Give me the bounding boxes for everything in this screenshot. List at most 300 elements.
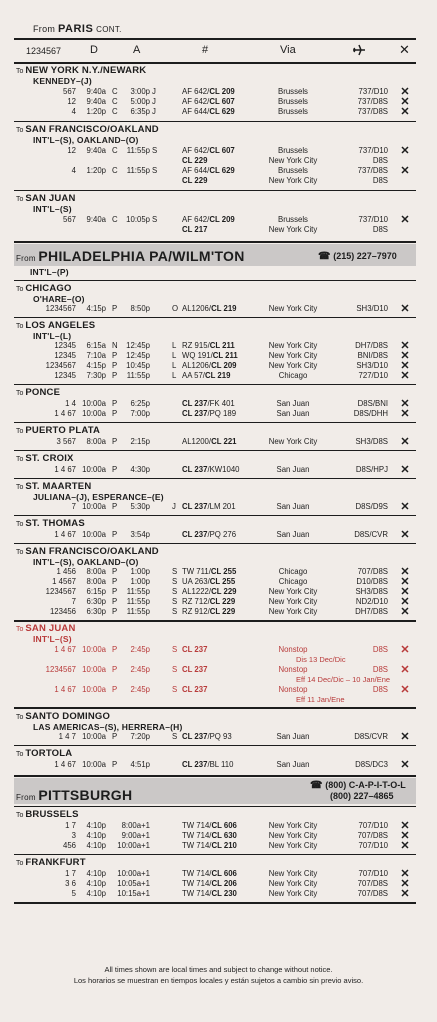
departure-time: 10:00a	[82, 409, 106, 418]
x-icon: ✕	[400, 214, 410, 226]
operating-days: 1 7	[65, 821, 76, 830]
continental-flight: CL 629	[209, 166, 235, 175]
continental-flight: CL 209	[211, 361, 237, 370]
flight-row	[10, 879, 430, 889]
x-icon: ✕	[400, 464, 410, 476]
x-icon: ✕	[400, 145, 410, 157]
equipment: 707/D10	[358, 841, 388, 850]
routing: San Juan	[276, 399, 310, 408]
to-label: To	[16, 286, 26, 293]
flight-number: RZ 912/CL 229	[182, 607, 236, 616]
arrival-time: 12:45p	[126, 351, 150, 360]
to-label: To	[16, 549, 26, 556]
continental-flight: CL 237	[182, 732, 208, 741]
operating-days: 12	[67, 97, 76, 106]
airport-codes: O'HARE–(O)	[33, 294, 85, 304]
to-label: To	[16, 626, 26, 633]
flight-number: AF 642/CL 607	[182, 146, 235, 155]
flight-row	[10, 530, 430, 540]
equipment: D8S	[372, 176, 388, 185]
routing: New York City	[268, 821, 318, 830]
destination-heading	[16, 66, 416, 76]
departure-airport: P	[112, 577, 118, 586]
arrival-time: 2:45p	[130, 665, 150, 674]
destination-heading	[16, 125, 416, 135]
equipment: D8S/D9S	[355, 502, 388, 511]
operating-days: 4	[71, 107, 76, 116]
flight-row	[10, 166, 430, 176]
to-label: To	[16, 428, 26, 435]
equipment: 707/D8S	[357, 889, 388, 898]
arrival-time: 4:51p	[130, 760, 150, 769]
departure-airport: P	[112, 371, 118, 380]
departure-airport: C	[112, 97, 118, 106]
divider	[14, 280, 416, 281]
departure-airport: N	[112, 341, 118, 350]
continental-flight: CL 237	[182, 645, 208, 654]
continental-flight: CL 209	[209, 215, 235, 224]
equipment: D8S	[372, 685, 388, 694]
flight-number: RZ 915/CL 211	[182, 341, 235, 350]
routing: New York City	[268, 437, 318, 446]
operating-days: 1234567	[45, 665, 76, 674]
airport-code: S	[172, 665, 178, 674]
routing: Nonstop	[278, 685, 308, 694]
airplane-icon	[352, 44, 366, 59]
continental-flight: CL 229	[211, 587, 237, 596]
operating-days: 1 4 7	[58, 732, 76, 741]
departure-airport: P	[112, 399, 118, 408]
continental-flight: CL 210	[211, 841, 237, 850]
airport-codes: INT'L–(S), OAKLAND–(O)	[33, 135, 139, 145]
destination-heading	[16, 284, 416, 294]
x-icon: ✕	[400, 868, 410, 880]
arrival-time: 6:35p	[130, 107, 150, 116]
x-icon: ✕	[400, 820, 410, 832]
destination-name: BRUSSELS	[25, 809, 79, 820]
routing: San Juan	[276, 732, 310, 741]
departure-airport: C	[112, 146, 118, 155]
equipment: 707/D8S	[357, 879, 388, 888]
effective-dates-note: Eff 14 Dec/Dic – 10 Jan/Ene	[296, 675, 391, 684]
departure-time: 10:00a	[82, 732, 106, 741]
routing: Chicago	[278, 567, 308, 576]
origin-city: PITTSBURGH	[38, 787, 133, 803]
destination-heading	[16, 712, 416, 722]
departure-time: 4:15p	[86, 361, 106, 370]
phone-number-alt: (800) 227–4865	[330, 791, 394, 801]
continental-flight: CL 255	[209, 577, 236, 586]
telephone-icon: ☎	[318, 251, 334, 262]
destination-name: ST. THOMAS	[25, 518, 85, 529]
routing: Brussels	[278, 215, 308, 224]
departure-airport: P	[112, 760, 118, 769]
departure-airport: P	[112, 465, 118, 474]
continental-flight: CL 607	[209, 97, 235, 106]
flight-number	[182, 530, 236, 540]
x-icon: ✕	[400, 303, 410, 315]
airport-code: S	[172, 685, 178, 694]
flight-row	[10, 87, 430, 97]
destination-name: SAN JUAN	[25, 623, 76, 634]
arrival-airport: J	[152, 97, 156, 106]
flight-number: AF 644/CL 629	[182, 166, 235, 175]
via-column-header: Via	[280, 44, 296, 56]
routing: New York City	[268, 869, 318, 878]
equipment: 707/D10	[358, 869, 388, 878]
equipment: 707/D10	[358, 821, 388, 830]
flight-row	[10, 437, 430, 447]
x-icon: ✕	[400, 684, 410, 696]
arrival-time: 8:50p	[130, 304, 150, 313]
arrival-time: 8:00a+1	[121, 821, 150, 830]
departure-time: 10:00a	[82, 665, 106, 674]
flight-number: AF 644/CL 629	[182, 107, 235, 116]
operating-days: 3 567	[56, 437, 76, 446]
destination-heading	[16, 482, 416, 492]
airport-code: S	[172, 732, 178, 741]
equipment: 737/D10	[358, 146, 388, 155]
operating-days: 1 4 67	[54, 685, 76, 694]
airport-code: L	[172, 341, 177, 350]
departure-time: 10:00a	[82, 760, 106, 769]
continental-flight: CL 211	[212, 351, 238, 360]
x-icon: ✕	[400, 888, 410, 900]
footer-english: All times shown are local times and subject to change without notice.	[104, 965, 333, 974]
routing: Nonstop	[278, 645, 308, 654]
arrival-airport: S	[152, 215, 158, 224]
to-label: To	[16, 323, 26, 330]
arrival-time: 3:54p	[130, 530, 150, 539]
divider	[14, 745, 416, 746]
flight-number	[182, 665, 207, 675]
to-label: To	[16, 521, 26, 528]
continental-flight: CL 206	[211, 879, 237, 888]
airport-code: L	[172, 371, 177, 380]
airport-codes: INT'L–(L)	[33, 331, 72, 341]
equipment: SH3/D10	[356, 304, 388, 313]
flight-row	[10, 645, 430, 655]
continental-flight: CL 229	[209, 607, 236, 616]
routing: New York City	[268, 607, 318, 616]
departure-time: 4:15p	[86, 304, 106, 313]
equipment: 737/D8S	[357, 107, 388, 116]
destination-name: SAN FRANCISCO/OAKLAND	[25, 546, 159, 557]
routing: Chicago	[278, 577, 308, 586]
airport-codes: JULIANA–(J), ESPERANCE–(E)	[33, 492, 164, 502]
x-icon: ✕	[400, 606, 410, 618]
arrival-time: 7:00p	[130, 409, 150, 418]
destination-name: SAN FRANCISCO/OAKLAND	[25, 124, 159, 135]
equipment: 707/D8S	[357, 567, 388, 576]
equipment: ND2/D10	[355, 597, 388, 606]
routing: Brussels	[278, 146, 308, 155]
flight-column-header: #	[202, 44, 209, 56]
equipment: D8S	[372, 645, 388, 654]
flight-row	[10, 215, 430, 225]
airport-code: O	[172, 304, 179, 313]
flight-row	[10, 597, 430, 607]
from-label: From	[16, 793, 39, 802]
flight-number: TW 714/CL 606	[182, 869, 237, 878]
routing: New York City	[268, 587, 318, 596]
destination-heading	[16, 321, 416, 331]
continental-flight: CL 255	[210, 567, 237, 576]
to-label: To	[16, 714, 26, 721]
destination-name: ST. MAARTEN	[25, 481, 92, 492]
divider	[14, 384, 416, 385]
equipment: D10/D8S	[356, 577, 388, 586]
departure-airport: C	[112, 215, 118, 224]
x-icon: ✕	[400, 408, 410, 420]
equipment: 727/D10	[358, 371, 388, 380]
from-paris-label: From PARIS CONT.	[33, 23, 122, 35]
divider	[14, 902, 416, 904]
routing: New York City	[268, 304, 318, 313]
destination-heading	[16, 388, 416, 398]
routing: New York City	[268, 879, 318, 888]
flight-row	[10, 502, 430, 512]
x-icon: ✕	[400, 165, 410, 177]
continental-flight: CL 237	[182, 685, 208, 694]
continental-flight: CL 606	[211, 869, 237, 878]
airport-code: S	[172, 607, 178, 616]
continental-flight: CL 229	[182, 176, 208, 185]
masthead	[10, 0, 430, 40]
days-column-header: 1234567	[26, 46, 62, 56]
destination-heading	[16, 858, 416, 868]
arrival-time: 10:45p	[126, 361, 150, 370]
destination-heading	[16, 810, 416, 820]
equipment: SH3/D8S	[355, 587, 388, 596]
arrival-time: 1:00p	[130, 567, 150, 576]
flight-number	[182, 645, 207, 655]
equipment: D8S/CVR	[354, 530, 388, 539]
operating-days: 7	[71, 597, 76, 606]
continental-flight: CL 237	[182, 530, 208, 539]
destination-name: TORTOLA	[25, 748, 73, 759]
x-icon: ✕	[400, 566, 410, 578]
x-icon: ✕	[400, 644, 410, 656]
depart-column-header: D	[90, 44, 98, 56]
arrival-airport: J	[152, 87, 156, 96]
phone-text: (800) C-A-P-I-T-O-L	[325, 780, 406, 790]
departure-time: 10:00a	[82, 645, 106, 654]
arrival-time: 4:30p	[130, 465, 150, 474]
arrival-time: 2:15p	[130, 437, 150, 446]
to-label: To	[16, 456, 26, 463]
departure-time: 9:40a	[86, 87, 106, 96]
departure-time: 7:30p	[86, 371, 106, 380]
to-label: To	[16, 68, 26, 75]
flight-row	[10, 607, 430, 617]
continental-flight: CL 221	[211, 437, 237, 446]
operating-days: 7	[71, 502, 76, 511]
operating-days: 1 4 67	[54, 409, 76, 418]
routing: San Juan	[276, 502, 310, 511]
operating-days: 1 4 67	[54, 465, 76, 474]
arrival-time: 10:05a+1	[117, 879, 150, 888]
equipment: 707/D8S	[357, 831, 388, 840]
departure-airport: P	[112, 530, 118, 539]
arrival-time: 10:00a+1	[117, 841, 150, 850]
airport-code: L	[172, 361, 177, 370]
x-icon: ✕	[400, 340, 410, 352]
divider	[14, 806, 416, 807]
flight-row	[10, 869, 430, 879]
continental-flight: CL 230	[211, 889, 237, 898]
arrival-time: 11:55p	[126, 371, 150, 380]
flight-row	[10, 685, 430, 695]
arrival-time: 11:55p	[126, 166, 150, 175]
x-icon: ✕	[400, 830, 410, 842]
arrival-time: 1:00p	[130, 577, 150, 586]
continental-flight: CL 606	[211, 821, 237, 830]
destination-name: PUERTO PLATA	[25, 425, 101, 436]
destination-heading	[16, 749, 416, 759]
divider	[14, 478, 416, 479]
operating-days: 12345	[54, 351, 76, 360]
phone-number	[310, 780, 406, 791]
routing: New York City	[268, 831, 318, 840]
divider	[14, 62, 416, 64]
departure-time: 8:00a	[86, 577, 106, 586]
arrival-time: 7:20p	[130, 732, 150, 741]
continental-flight: CL 607	[209, 146, 235, 155]
flight-row	[10, 156, 430, 166]
flight-number	[182, 732, 232, 742]
flight-number: TW 714/CL 210	[182, 841, 237, 850]
x-icon: ✕	[400, 360, 410, 372]
continental-flight: CL 237	[182, 665, 208, 674]
airport-code: S	[172, 587, 178, 596]
flight-number	[182, 465, 240, 475]
x-icon: ✕	[400, 664, 410, 676]
connecting-flight: /FK 401	[207, 399, 235, 408]
flight-row	[10, 341, 430, 351]
x-icon: ✕	[400, 731, 410, 743]
routing: New York City	[268, 176, 318, 185]
continental-flight: CL 237	[182, 399, 208, 408]
operating-days: 4	[71, 166, 76, 175]
destination-heading	[16, 454, 416, 464]
routing: New York City	[268, 351, 318, 360]
departure-time: 7:10a	[86, 351, 106, 360]
routing: Brussels	[278, 97, 308, 106]
equipment: D8S/DC3	[355, 760, 388, 769]
continental-flight: CL 209	[209, 87, 235, 96]
flight-number	[182, 156, 207, 166]
divider	[14, 620, 416, 622]
from-label: From	[16, 254, 39, 263]
flight-number: WQ 191/CL 211	[182, 351, 238, 360]
destination-name: LOS ANGELES	[25, 320, 96, 331]
continental-flight: CL 629	[209, 107, 235, 116]
divider	[14, 241, 416, 243]
flight-number: UA 263/CL 255	[182, 577, 236, 586]
flight-row	[10, 371, 430, 381]
x-icon: ✕	[400, 501, 410, 513]
x-icon: ✕	[400, 878, 410, 890]
x-icon: ✕	[400, 86, 410, 98]
flight-row	[10, 225, 430, 235]
departure-time: 8:00a	[86, 437, 106, 446]
flight-number: AF 642/CL 209	[182, 87, 235, 96]
operating-days: 456	[62, 841, 76, 850]
operating-days: 1 4 67	[54, 645, 76, 654]
divider	[14, 38, 416, 40]
divider	[14, 543, 416, 544]
departure-time: 4:10p	[86, 889, 106, 898]
equipment: 737/D8S	[357, 166, 388, 175]
connecting-flight: /LM 201	[207, 502, 236, 511]
phone-text: (215) 227–7970	[333, 251, 397, 261]
arrival-time: 10:15a+1	[117, 889, 150, 898]
divider	[14, 450, 416, 451]
flight-number	[182, 760, 233, 770]
arrival-time: 12:45p	[126, 341, 150, 350]
x-icon: ✕	[400, 759, 410, 771]
airport-code: S	[172, 645, 178, 654]
destination-heading	[16, 194, 416, 204]
flight-row	[10, 831, 430, 841]
flight-row	[10, 841, 430, 851]
arrival-time: 3:00p	[130, 87, 150, 96]
arrival-time: 11:55p	[126, 146, 150, 155]
flight-number: AF 642/CL 607	[182, 97, 235, 106]
flight-row	[10, 97, 430, 107]
equipment: DH7/D8S	[355, 607, 388, 616]
departure-airport: P	[112, 409, 118, 418]
routing: San Juan	[276, 760, 310, 769]
operating-days: 3	[71, 831, 76, 840]
divider	[14, 317, 416, 318]
departure-time: 9:40a	[86, 215, 106, 224]
connecting-flight: /PQ 189	[207, 409, 237, 418]
footer-spanish: Los horarios se muestran en tiempos locales y están sujetos a cambio sin previo aviso.	[73, 976, 364, 985]
departure-airport: P	[112, 351, 118, 360]
routing: New York City	[268, 341, 318, 350]
flight-row	[10, 351, 430, 361]
airport-code: L	[172, 351, 177, 360]
equipment: SH3/D10	[356, 361, 388, 370]
departure-airport: P	[112, 597, 118, 606]
airport-codes: INT'L–(S)	[33, 204, 72, 214]
destination-name: SAN JUAN	[25, 193, 76, 204]
connecting-flight: /KW1040	[207, 465, 240, 474]
connecting-flight: /PQ 93	[207, 732, 232, 741]
flight-number	[182, 685, 207, 695]
airport-code: S	[172, 577, 178, 586]
x-icon: ✕	[400, 350, 410, 362]
departure-airport: P	[112, 304, 118, 313]
equipment: DH7/D8S	[355, 341, 388, 350]
operating-days: 1 4 67	[54, 530, 76, 539]
equipment: D8S	[372, 156, 388, 165]
flight-number: TW 714/CL 630	[182, 831, 237, 840]
equipment: D8S	[372, 225, 388, 234]
x-icon: ✕	[400, 529, 410, 541]
departure-airport: P	[112, 645, 118, 654]
arrival-time: 10:00a+1	[117, 869, 150, 878]
arrival-time: 5:00p	[130, 97, 150, 106]
arrival-time: 11:55p	[126, 607, 150, 616]
destination-name: ST. CROIX	[25, 453, 74, 464]
airport-codes: LAS AMERICAS–(S), HERRERA–(H)	[33, 722, 183, 732]
operating-days: 1 7	[65, 869, 76, 878]
destination-name: CHICAGO	[25, 283, 72, 294]
continental-flight: CL 237	[182, 465, 208, 474]
